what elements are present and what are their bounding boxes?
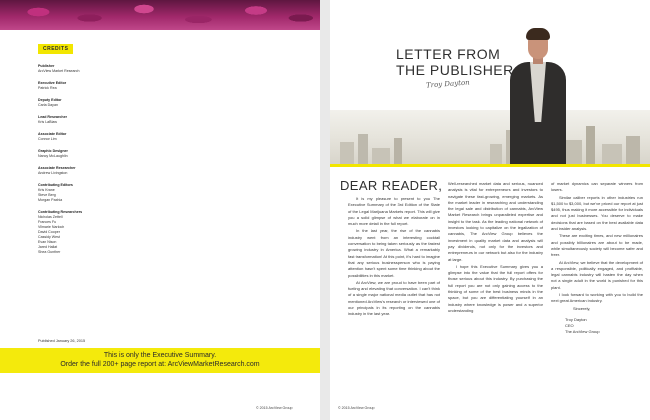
credit-name: Andrew Livingston bbox=[38, 171, 68, 175]
credit-role: Lead Researcher bbox=[38, 115, 67, 119]
signer-title: CEO bbox=[565, 322, 574, 328]
yellow-divider bbox=[330, 164, 650, 167]
credit-name: Shea Gunther bbox=[38, 250, 61, 254]
credit-name: David Cooper bbox=[38, 230, 60, 234]
copyright-left: © 2015 ArcView Group bbox=[256, 406, 293, 410]
credit-role: Deputy Editor bbox=[38, 98, 62, 102]
signer-org: The ArcView Group bbox=[565, 328, 600, 334]
published-date: Published January 26, 2015 bbox=[38, 339, 86, 343]
paragraph: Similar caliber reports in other industries run $1,500 to $3,000, but we've priced our report at just $495, thus making it more accessible for individuals and not just businesses. You deserve to make decisions that are based on the best available data and insider analysis. bbox=[551, 194, 643, 232]
credits-list bbox=[38, 64, 238, 262]
promo-banner bbox=[0, 348, 320, 373]
letter-heading-line-1: LETTER FROM bbox=[396, 46, 501, 62]
letter-page bbox=[330, 0, 650, 420]
credit-group bbox=[38, 166, 238, 176]
letter-greeting: DEAR READER, bbox=[340, 178, 443, 193]
credit-role: Contributing Editors bbox=[38, 183, 73, 187]
credit-name: Frances Fu bbox=[38, 220, 57, 224]
credits-badge: CREDITS bbox=[38, 44, 73, 54]
credit-role: Publisher bbox=[38, 64, 55, 68]
letter-column-1 bbox=[348, 196, 440, 319]
credit-name: Nancy McLaughlin bbox=[38, 154, 68, 158]
credit-name: ArcView Market Research bbox=[38, 69, 80, 73]
closing: Sincerely, bbox=[573, 305, 591, 311]
paragraph: I hope this Executive Summary gives you a glimpse into the value that the full report offers for those serious about this industry. By purchasing the full report you are not only gaining access to the thinking of some of the best business minds in the space, but you are differentiating yourself in an industry where knowledge is power and a superior understanding bbox=[448, 263, 543, 313]
credit-name: Kris Krane bbox=[38, 188, 55, 192]
handwritten-signature: Troy Dayton bbox=[425, 78, 470, 90]
credit-group bbox=[38, 210, 238, 255]
credit-name: Kris LaBlaw bbox=[38, 120, 57, 124]
paragraph: It is my pleasure to present to you The Executive Summary of the 3rd Edition of the State of the Legal Marijuana Markets report. This will give you a solid glimpse of what we elaborate on in much more detail in the full report. bbox=[348, 196, 440, 227]
credit-name: Connor Lim bbox=[38, 137, 57, 141]
letter-column-2 bbox=[448, 181, 543, 315]
promo-line-2: Order the full 200+ page report at: ArcViewMarketResearch.com bbox=[60, 360, 260, 368]
credits-page bbox=[0, 0, 320, 420]
paragraph: In the last year, the rise of the cannabis industry went from an interesting cocktail conversation to being taken seriously as the fastest growing industry in America. What a remarkably fast transformation! At this point, it's hard to imagine that any serious businessperson who is paying attention hasn't spent some time thinking about the possibilities in this market. bbox=[348, 228, 440, 278]
paragraph: These are exciting times, and new millionaires and possibly billionaires are about to be made, while simultaneously society will become safer and freer. bbox=[551, 233, 643, 258]
credit-name: Vilmarie Narloch bbox=[38, 225, 65, 229]
copyright-right: © 2015 ArcView Group bbox=[338, 406, 375, 410]
credit-group bbox=[38, 132, 238, 142]
credit-role: Graphic Designer bbox=[38, 149, 68, 153]
credit-name: Steve Berg bbox=[38, 193, 56, 197]
leaf-header-image bbox=[0, 0, 320, 30]
publisher-portrait bbox=[508, 20, 568, 164]
credit-group bbox=[38, 64, 238, 74]
signature-block bbox=[551, 317, 643, 335]
credit-name: Cassidy West bbox=[38, 235, 60, 239]
credit-group bbox=[38, 81, 238, 91]
paragraph: I look forward to working with you to build the next great American industry. bbox=[551, 292, 643, 304]
credit-role: Contributing Researchers bbox=[38, 210, 83, 214]
credit-name: Nicholas Zettell bbox=[38, 215, 63, 219]
credit-name: Carla Dayan bbox=[38, 103, 58, 107]
promo-line-1: This is only the Executive Summary. bbox=[103, 352, 217, 359]
credit-group bbox=[38, 149, 238, 159]
city-skyline-image bbox=[330, 110, 650, 164]
letter-heading bbox=[396, 46, 514, 78]
paragraph: Well-researched market data and serious, nuanced analysis is vital for entrepreneurs and investors to navigate these fast-growing, emerging markets. As the market leader in researching and understanding the legal sale and distribution of cannabis, ArcView Market Research brings unparalleled expertise and insight to the task. As the leading national network of investors looking to capitalize on the legalization of cannabis, The ArcView Group believes the investment in quality market data and analysis will pay dividends, not only for the investors and entrepreneurs in our network but also for the industry at large. bbox=[448, 181, 543, 262]
credit-name: Evan Nison bbox=[38, 240, 57, 244]
credit-name: Jared Hallat bbox=[38, 245, 58, 249]
credit-group bbox=[38, 115, 238, 125]
signer-name: Troy Dayton bbox=[565, 316, 587, 322]
credit-group bbox=[38, 183, 238, 203]
letter-heading-line-2: THE PUBLISHER bbox=[396, 62, 514, 78]
credit-name: Patrick Rea bbox=[38, 86, 57, 90]
paragraph: At ArcView, we believe that the development of a responsible, politically engaged, and profitable, legal cannabis industry will hasten the day when not a single adult in the world is punished for this plant. bbox=[551, 259, 643, 290]
credit-name: Morgan Paxhia bbox=[38, 198, 63, 202]
letter-column-3 bbox=[551, 181, 643, 335]
credit-group bbox=[38, 98, 238, 108]
credit-role: Associate Editor bbox=[38, 132, 67, 136]
credit-role: Executive Editor bbox=[38, 81, 67, 85]
page-gutter bbox=[320, 0, 330, 420]
paragraph: At ArcView, we are proud to have been part of fueling and elevating that conversation. I can't think of a single major national media outlet that has not mentioned ArcView's research or interviewed one of our principals in its reporting on the cannabis industry in the last year. bbox=[348, 279, 440, 317]
paragraph: of market dynamics can separate winners from losers. bbox=[551, 181, 643, 193]
credit-role: Associate Researcher bbox=[38, 166, 76, 170]
